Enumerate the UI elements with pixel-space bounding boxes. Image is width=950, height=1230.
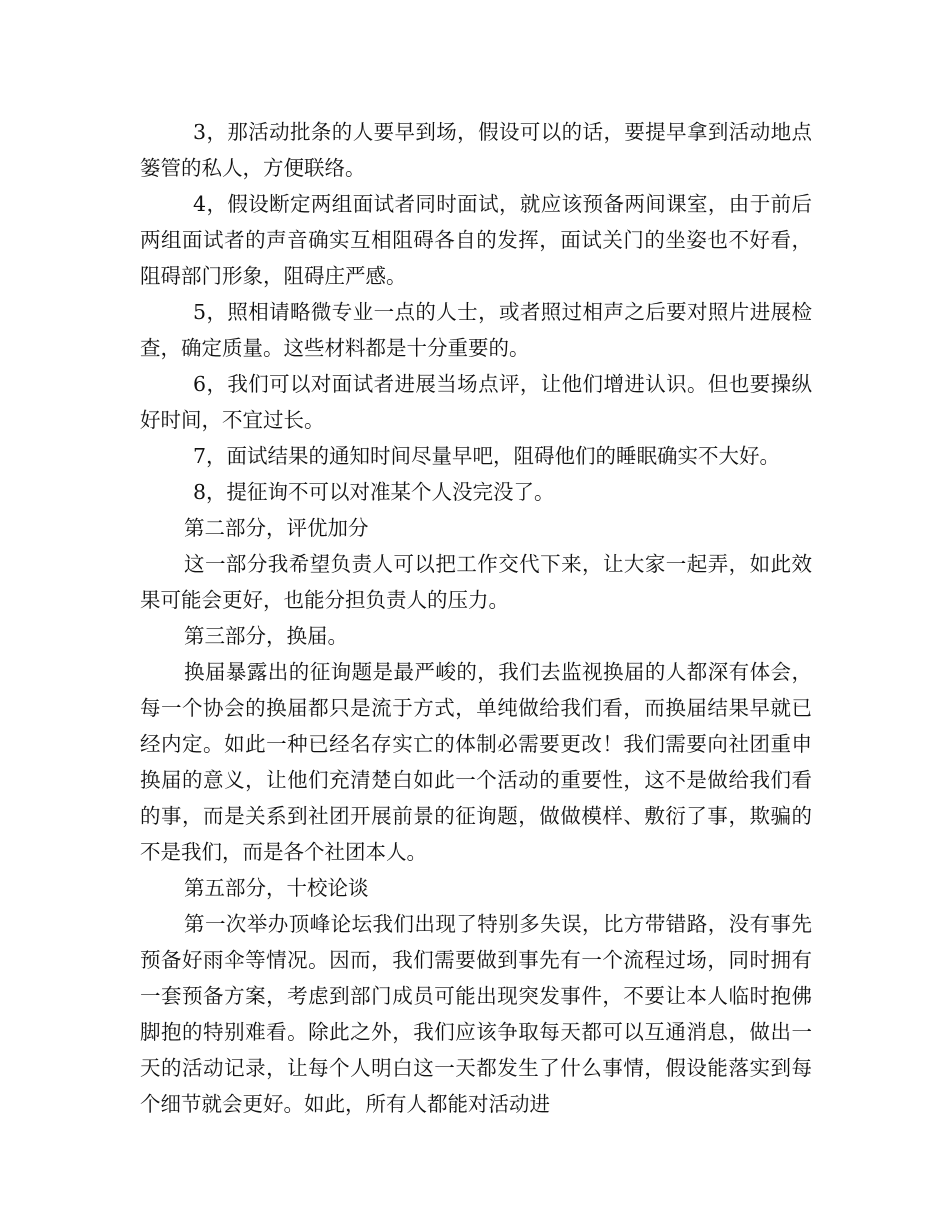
paragraph-item-3: 3，那活动批条的人要早到场，假设可以的话，要提早拿到活动地点篓管的私人，方便联络。 [140,120,812,180]
paragraph-item-8: 8，提征询不可以对准某个人没完没了。 [193,480,555,504]
section-heading-part-five: 第五部分，十校论谈 [184,876,369,900]
paragraph-item-4: 4，假设断定两组面试者同时面试，就应该预备两间课室，由于前后两组面试者的声音确实互相阻碍各自的发挥，面试关门的坐姿也不好看，阻碍部门形象，阻碍庄严感。 [140,192,812,288]
section-heading-part-two: 第二部分，评优加分 [184,516,369,540]
paragraph-part-two-body: 这一部分我希望负责人可以把工作交代下来，让大家一起弄，如此效果可能会更好，也能分担负责人的压力。 [140,552,812,612]
paragraph-part-three-body: 换届暴露出的征询题是最严峻的，我们去监视换届的人都深有体会，每一个协会的换届都只是流于方式，单纯做给我们看，而换届结果早就已经内定。如此一种已经名存实亡的体制必需要更改！我们需要向社团重申换届的意义，让他们充清楚白如此一个活动的重要性，这不是做给我们看的事，而是关系到社团开展前景的征询题，做做模样、敷衍了事，欺骗的不是我们，而是各个社团本人。 [140,660,812,864]
paragraph-item-6: 6，我们可以对面试者进展当场点评，让他们增进认识。但也要操纵好时间，不宜过长。 [140,372,812,432]
document-page [140,114,812,1122]
paragraph-item-5: 5，照相请略微专业一点的人士，或者照过相声之后要对照片进展检查，确定质量。这些材料都是十分重要的。 [140,300,812,360]
section-heading-part-three: 第三部分，换届。 [184,624,348,648]
paragraph-item-7: 7，面试结果的通知时间尽量早吧，阻碍他们的睡眠确实不大好。 [193,444,781,468]
paragraph-part-five-body: 第一次举办顶峰论坛我们出现了特别多失误，比方带错路，没有事先预备好雨伞等情况。因而，我们需要做到事先有一个流程过场，同时拥有一套预备方案，考虑到部门成员可能出现突发事件，不要让本人临时抱佛脚抱的特别难看。除此之外，我们应该争取每天都可以互通消息，做出一天的活动记录，让每个人明白这一天都发生了什么事情，假设能落实到每个细节就会更好。如此，所有人都能对活动进 [140,912,812,1116]
